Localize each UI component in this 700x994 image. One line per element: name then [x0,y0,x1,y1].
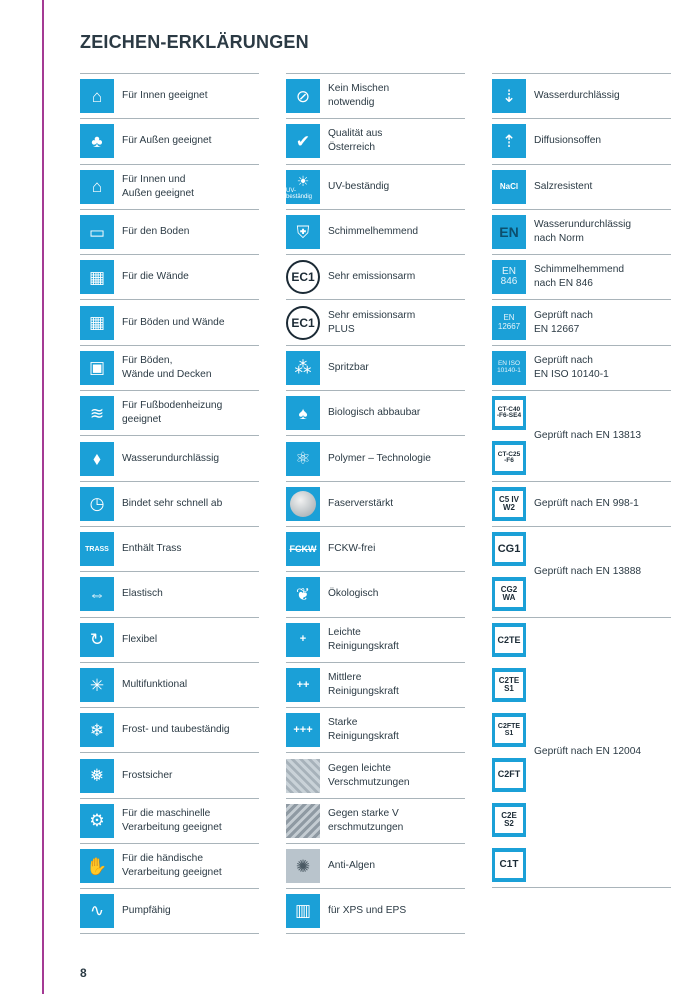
no-mixing-icon: ⊘ [286,79,320,113]
legend-item [80,118,259,163]
c2te-s1-icon-text: C2TE S1 [495,672,523,698]
legend-label: Für Böden, Wände und Decken [122,354,212,380]
legend-label: Schimmelhemmend nach EN 846 [534,264,625,290]
legend-label: Bindet sehr schnell ab [122,497,223,509]
legend-item [492,73,671,118]
legend-label: Gegen starke V erschmutzungen [328,807,404,833]
pump-hose-icon: ∿ [80,894,114,928]
page-title: ZEICHEN-ERKLÄRUNGEN [80,32,309,52]
legend-item [80,843,259,888]
legend-item [80,526,259,571]
legend-item [80,888,259,933]
legend-label: Geprüft nach EN ISO 10140-1 [534,354,609,380]
house-tree-sun-icon: ⌂ [80,170,114,204]
legend-item [286,299,465,344]
legend-item [80,571,259,616]
legend-item [80,345,259,390]
legend-label: Wasserundurchlässig nach Norm [534,219,632,245]
c2ft-icon-text: C2FT [495,762,523,788]
legend-label: Geprüft nach EN 998-1 [534,497,639,509]
c2e-s2-icon-text: C2E S2 [495,807,523,833]
legend-label: Für die maschinelle Verarbeitung geeignet [122,807,222,833]
legend-label: Polymer – Technologie [328,452,431,464]
legend-label: Mittlere Reinigungskraft [328,672,399,697]
legend-label: Frost- und taubeständig [122,724,230,736]
cg1-icon [492,532,526,566]
legend-label: UV-beständig [328,180,390,192]
legend-group-icons [492,391,526,481]
c2te-s1-icon [492,668,526,702]
legend-item [492,164,671,209]
room-tiles-icon: ▣ [80,351,114,385]
legend-label: Für die händische Verarbeitung geeignet [122,853,222,879]
legend-column-3 [492,73,671,888]
legend-label: Biologisch abbaubar [328,407,421,419]
en-norm-icon: EN [492,215,526,249]
ct-c40-f6-se4-icon-text: CT-C40 -F6-SE4 [495,400,523,426]
legend-item [492,254,671,299]
legend-item [492,345,671,390]
cg2-wa-icon-text: CG2 WA [495,581,523,607]
floor-tiles-icon: ▭ [80,215,114,249]
legend-item [492,209,671,254]
cg1-icon-text: CG1 [495,536,523,562]
legend-label: Sehr emissionsarm PLUS [328,309,416,335]
legend-label: FCKW-frei [328,543,376,555]
legend-item [286,390,465,435]
tree-sun-icon: ♣ [80,124,114,158]
legend-group [492,481,671,526]
legend-item [286,843,465,888]
legend-item [80,481,259,526]
legend-item [80,435,259,480]
legend-label: Geprüft nach EN 12667 [534,309,593,335]
legend-label: Enthält Trass [122,543,182,555]
molecule-icon: ⚛ [286,442,320,476]
c2ft-icon [492,758,526,792]
legend-label: Schimmelhemmend [328,226,419,238]
legend-item [286,209,465,254]
legend-label: Multifunktional [122,679,188,690]
leaf-icon: ❦ [286,577,320,611]
legend-item [80,164,259,209]
legend-item [80,707,259,752]
house-interior-icon: ⌂ [80,79,114,113]
legend-label: Für Innen und Außen geeignet [122,173,194,199]
c2te-icon [492,623,526,657]
c1t-icon [492,848,526,882]
legend-label: Elastisch [122,588,163,600]
legend-label: Anti-Algen [328,860,376,872]
legend-item [286,164,465,209]
legend-item [286,752,465,797]
c5-iv-w2-icon [492,487,526,521]
legend-item [80,299,259,344]
legend-item [286,707,465,752]
stopwatch-icon: ◷ [80,487,114,521]
legend-label: Geprüft nach EN 13888 [534,565,642,577]
legend-item [286,662,465,707]
cg2-wa-icon [492,577,526,611]
gears-icon: ⚙ [80,804,114,838]
legend-column-2 [286,73,465,934]
legend-item [80,798,259,843]
legend-label: Frostsicher [122,769,173,781]
legend-label: Salzresistent [534,180,593,192]
light-dirt-photo-icon [286,759,320,793]
en-iso-10140-icon: EN ISO 10140-1 [492,351,526,385]
ct-c25-f6-icon [492,441,526,475]
legend-item [286,571,465,616]
legend-item [80,390,259,435]
snowflakes-icon: ❅ [80,759,114,793]
legend-label: Diffusionsoffen [534,135,602,147]
legend-label: Spritzbar [328,361,369,373]
cleaning-strong-icon: +++ [286,713,320,747]
legend-label: Für die Wände [122,271,189,283]
legend-item [492,118,671,163]
trass-icon: TRASS [80,532,114,566]
legend-item [492,299,671,344]
legend-label: Leichte Reinigungskraft [328,626,399,652]
legend-label: Faserverstärkt [328,497,394,509]
trees-icon: ♠ [286,396,320,430]
legend-label: für XPS und EPS [328,904,407,916]
c2te-icon-text: C2TE [495,627,523,653]
legend-label: Starke Reinigungskraft [328,717,399,743]
legend-item [286,345,465,390]
legend-item [80,617,259,662]
legend-label: Gegen leichte Verschmutzungen [328,762,410,788]
legend-label: Flexibel [122,633,158,645]
diffusion-open-icon: ⇡ [492,124,526,158]
floor-heating-icon: ≋ [80,396,114,430]
heavy-dirt-photo-icon [286,804,320,838]
c2e-s2-icon [492,803,526,837]
cleaning-light-icon: + [286,623,320,657]
water-permeable-icon: ⇣ [492,79,526,113]
xps-eps-wall-icon: ▥ [286,894,320,928]
legend-group-icons [492,618,526,888]
fiber-ball-icon [286,487,320,521]
legend-item [286,118,465,163]
legend-label: Qualität aus Österreich [328,128,383,154]
legend-label: Kein Mischen notwendig [328,83,390,109]
snowflakes-drops-icon: ❄ [80,713,114,747]
legend-item [80,254,259,299]
legend-group [492,390,671,481]
legend-label: Für Innen geeignet [122,90,208,102]
en-846-icon: EN 846 [492,260,526,294]
legend-label: Geprüft nach EN 13813 [534,429,642,441]
mold-shield-icon: ⛨ [286,215,320,249]
legend-label: Für Böden und Wände [122,316,225,328]
legend-label: Für Außen geeignet [122,135,212,147]
legend-item [286,254,465,299]
legend-item [80,209,259,254]
quality-check-icon: ✔ [286,124,320,158]
legend-item [80,73,259,118]
legend-item [286,617,465,662]
legend-group [492,617,671,889]
wall-tiles-icon: ▦ [80,260,114,294]
legend-item [80,752,259,797]
legend-item [80,662,259,707]
c1t-icon-text: C1T [495,852,523,878]
margin-line [42,0,44,994]
uv-sun-icon-text: UV-beständig [286,187,313,200]
legend-label: Für den Boden [122,226,190,238]
page-number: 8 [80,966,87,980]
ec1-plus-seal-icon: EC1 [286,306,320,340]
multifunction-arrows-icon: ✳ [80,668,114,702]
legend-label: Geprüft nach EN 12004 [534,746,642,758]
water-drop-icon: ⬧ [80,442,114,476]
legend-group-icons [492,527,526,617]
flexible-arrows-icon: ↻ [80,623,114,657]
legend-label: Sehr emissionsarm [328,271,416,283]
legend-group-icons [492,482,526,526]
legend-label: Wasserundurchlässig [122,452,220,464]
legend-item [286,526,465,571]
ec1-seal-icon: EC1 [286,260,320,294]
legend-label: Für Fußbodenheizung geeignet [122,400,223,426]
anti-algae-photo-icon: ✺ [286,849,320,883]
c5-iv-w2-icon-text: C5 IV W2 [495,491,523,517]
legend-label: Wasserdurchlässig [534,90,620,102]
legend-label: Ökologisch [328,588,379,600]
legend-item [286,435,465,480]
elastic-arrows-icon: ⇔ [80,577,114,611]
legend-label: Pumpfähig [122,904,171,916]
floor-wall-tiles-icon: ▦ [80,306,114,340]
ct-c40-f6-se4-icon [492,396,526,430]
legend-item [286,798,465,843]
legend-item [286,73,465,118]
hand-icon: ✋ [80,849,114,883]
no-fckw-icon: FCKW [286,532,320,566]
en-12667-icon: EN 12667 [492,306,526,340]
c2fte-s1-icon [492,713,526,747]
legend-group [492,526,671,617]
spray-icon: ⁂ [286,351,320,385]
cleaning-medium-icon: ++ [286,668,320,702]
ct-c25-f6-icon-text: CT-C25 -F6 [495,445,523,471]
legend-item [286,481,465,526]
c2fte-s1-icon-text: C2FTE S1 [495,717,523,743]
legend-item [286,888,465,933]
uv-sun-icon: ☀ UV-beständig [286,170,320,204]
legend-column-1 [80,73,259,934]
salt-shield-icon: NaCl [492,170,526,204]
